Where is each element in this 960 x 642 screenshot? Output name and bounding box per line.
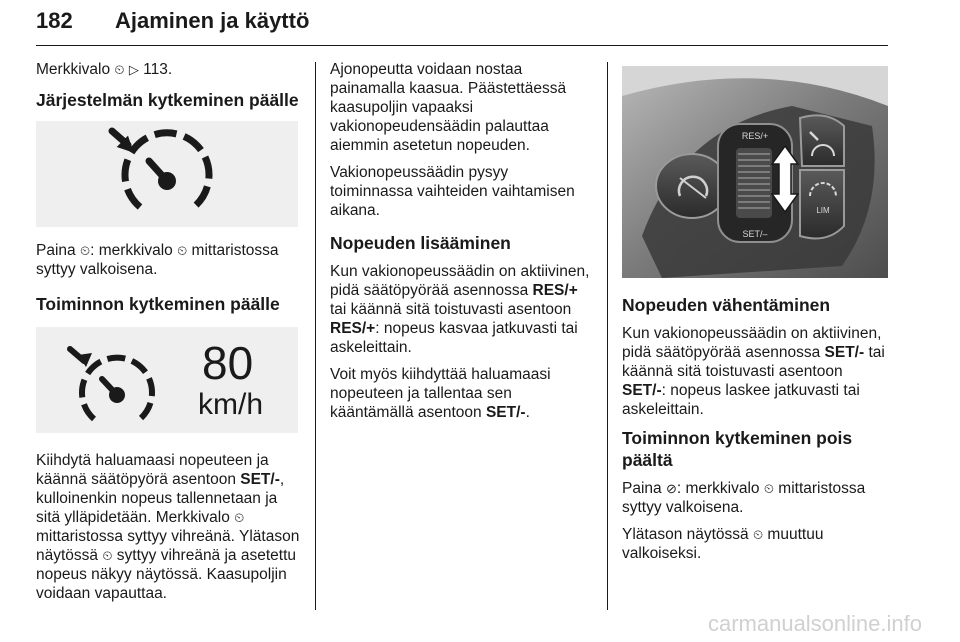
heading-system-on: Järjestelmän kytkeminen päälle: [36, 90, 299, 110]
paragraph-accelerate-set: Kiihdytä haluamaasi nopeuteen ja käännä säätöpyörä asentoon SET/-, kulloinenkin nopeus tallennetaan ja sitä ylläpidetään. Merkkivalo ⏲ mittaristossa syttyy vihreänä. Ylätason näytössä ⏲ syttyy vihreänä ja asetettu nopeus näkyy näytössä. Kaasupoljin voidaan vapauttaa.: [36, 452, 300, 602]
speed-display-illustration: [36, 327, 298, 433]
cruise-control-off-icon: ⊘: [665, 481, 677, 496]
watermark: carmanualsonline.info: [707, 611, 922, 636]
cruise-control-icon: [36, 327, 186, 433]
cruise-control-icon: ⏲: [79, 243, 91, 258]
page-reference-arrow-icon: ▷: [128, 62, 139, 77]
heading-decrease-speed: Nopeuden vähentäminen: [622, 295, 831, 315]
paragraph-top-display: Ylätason näytössä ⏲ muuttuu valkoiseksi.: [622, 526, 824, 562]
page-title: Ajaminen ja käyttö: [115, 8, 310, 33]
cruise-control-icon: ⏲: [763, 481, 774, 496]
paragraph-gear-change: Vakionopeussäädin pysyy toiminnassa vaihteiden vaihtamisen aikana.: [330, 164, 575, 219]
column-1: [36, 60, 302, 611]
column-divider-1: [315, 62, 316, 610]
display-speed-unit: km/h: [198, 388, 264, 421]
cruise-control-icon: ⏲: [234, 510, 245, 525]
paragraph-res-plus: Kun vakionopeussäädin on aktiivinen, pidä säätöpyörää asennossa RES/+ tai käännä sitä toistuvasti asentoon RES/+: nopeus kasvaa jatkuvasti tai askeleittain.: [330, 263, 590, 356]
page-number: 182: [36, 8, 73, 33]
column-divider-2: [607, 62, 608, 610]
cruise-control-icon: ⏲: [752, 527, 764, 542]
paragraph-indicator-reference: Merkkivalo ⏲ ▷ 113.: [36, 61, 173, 78]
steering-wheel-photo: [622, 66, 888, 278]
heading-function-off: Toiminnon kytkeminen pois päältä: [622, 428, 853, 470]
wheel-label-lim: LIM: [816, 206, 830, 215]
heading-increase-speed: Nopeuden lisääminen: [330, 233, 511, 253]
heading-function-on: Toiminnon kytkeminen päälle: [36, 294, 280, 314]
paragraph-accelerate-store: Voit myös kiihdyttää haluamaasi nopeuteen ja tallentaa sen kääntämällä asentoon SET/-.: [330, 366, 551, 421]
paragraph-accelerator: Ajonopeutta voidaan nostaa painamalla kaasua. Päästettäessä kaasupoljin vapaaksi vakionopeudensäädin palauttaa aiemmin asetetun nopeuden.: [330, 61, 567, 154]
display-speed-value: 80: [202, 337, 254, 389]
paragraph-press-off: Paina ⊘: merkkivalo ⏲ mittaristossa syttyy valkoisena.: [622, 480, 866, 516]
cruise-control-icon: [36, 121, 298, 227]
paragraph-press-button: Paina ⏲: merkkivalo ⏲ mittaristossa syttyy valkoisena.: [36, 242, 279, 278]
wheel-label-res: RES/+: [741, 131, 769, 141]
column-2: [330, 60, 592, 430]
paragraph-set-minus: Kun vakionopeussäädin on aktiivinen, pidä säätöpyörää asennossa SET/- tai käännä sitä toistuvasti asentoon SET/-: nopeus laskee jatkuvasti tai askeleittain.: [622, 325, 885, 418]
header-rule: [36, 45, 888, 46]
cruise-control-icon: ⏲: [177, 243, 188, 258]
column-3: [622, 66, 888, 571]
wheel-label-set: SET/–: [742, 229, 768, 239]
steering-wheel-controls-illustration: [622, 66, 888, 278]
cruise-control-icon: ⏲: [114, 62, 125, 77]
cruise-control-icon: ⏲: [102, 548, 113, 563]
cruise-control-illustration: [36, 121, 298, 227]
